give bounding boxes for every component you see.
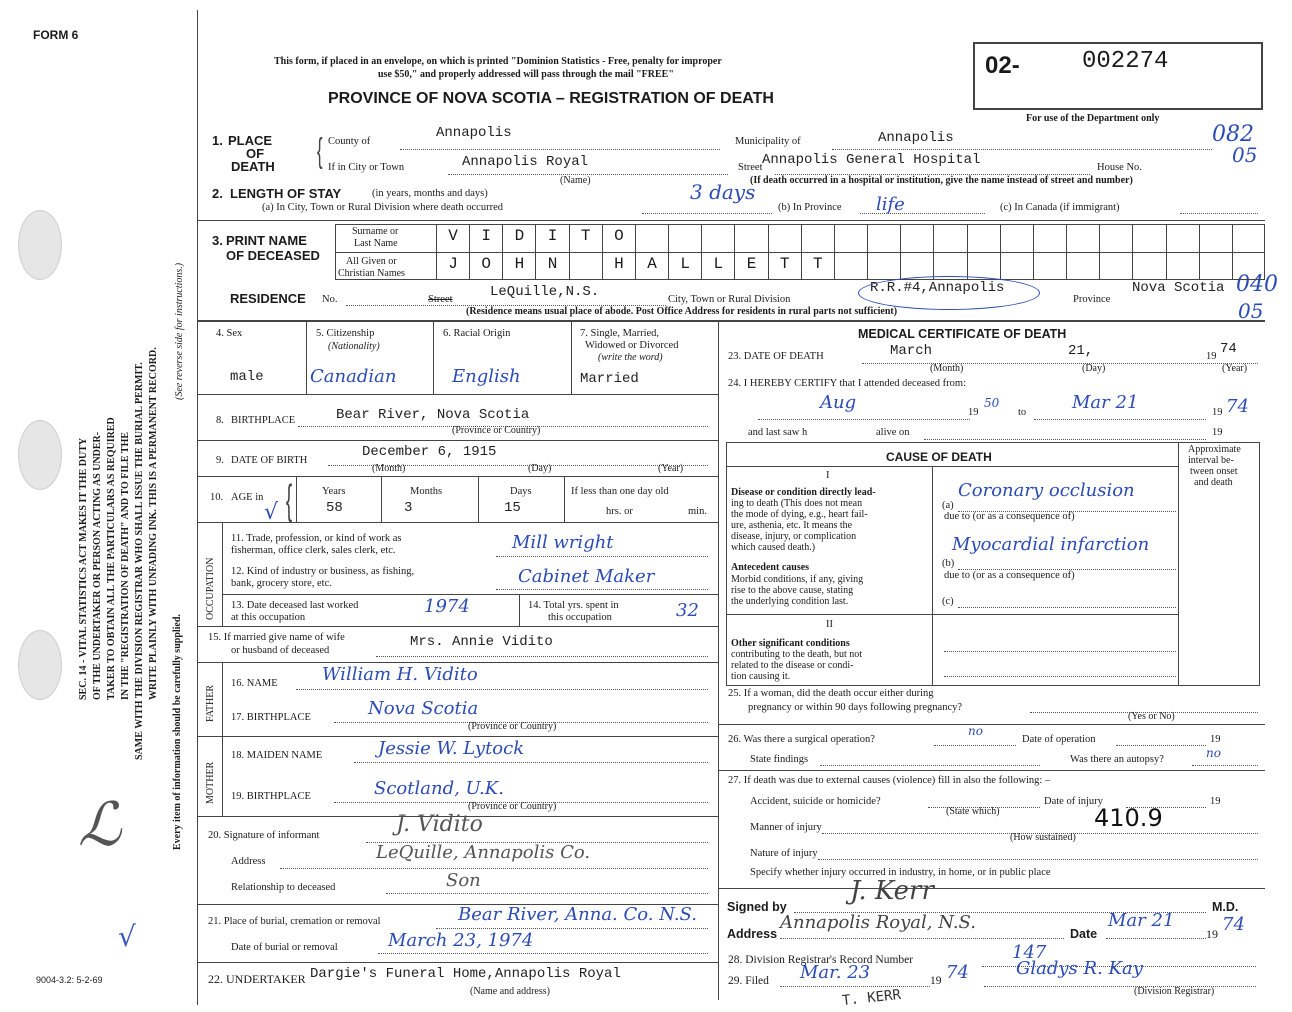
name-letter-cell bbox=[967, 224, 1000, 252]
father-birthplace-value: Nova Scotia bbox=[368, 698, 479, 719]
name-letter-cell bbox=[801, 252, 834, 280]
name-letter: N bbox=[547, 255, 558, 273]
name-letter: D bbox=[514, 227, 525, 245]
racial-origin-value: English bbox=[452, 366, 521, 387]
physician-signature: J. Kerr bbox=[850, 876, 934, 906]
name-letter: I bbox=[547, 227, 558, 245]
dept-code-1: 082 bbox=[1212, 122, 1254, 147]
physician-address: Annapolis Royal, N.S. bbox=[780, 912, 976, 933]
print-name-label: PRINT NAME bbox=[226, 233, 307, 248]
name-letter-cell bbox=[469, 224, 502, 252]
filed-year: 74 bbox=[946, 962, 969, 983]
signature-year: 74 bbox=[1222, 914, 1245, 935]
attended-from-value: Aug bbox=[820, 392, 857, 413]
name-letter-cell bbox=[1000, 224, 1033, 252]
see-reverse-note: (See reverse side for instructions.) bbox=[174, 262, 185, 400]
punch-hole bbox=[18, 210, 62, 280]
name-letter-cell bbox=[1033, 224, 1066, 252]
record-number: 147 bbox=[1012, 942, 1047, 963]
dept-code-4: 05 bbox=[1238, 299, 1264, 323]
residence-label: RESIDENCE bbox=[230, 291, 306, 306]
attended-to-year: 74 bbox=[1226, 396, 1249, 417]
name-letter: T bbox=[580, 227, 591, 245]
stay-city-value: 3 days bbox=[690, 180, 756, 204]
father-side-label: FATHER bbox=[205, 684, 216, 722]
name-letter-cell bbox=[535, 252, 568, 280]
total-years-value: 32 bbox=[676, 600, 699, 621]
autopsy-value: no bbox=[1206, 746, 1221, 760]
name-letter-cell bbox=[867, 252, 900, 280]
city-value: Annapolis Royal bbox=[462, 154, 589, 170]
marital-value: Married bbox=[580, 371, 639, 387]
name-letter: L bbox=[680, 255, 690, 273]
father-name-value: William H. Vidito bbox=[322, 664, 478, 685]
name-letter-cell bbox=[1066, 252, 1099, 280]
sec-text-5: SAME WITH THE DIVISION REGISTRAR WHO SHALL ISSUE THE BURIAL PERMIT. bbox=[134, 362, 145, 760]
citizenship-value: Canadian bbox=[310, 366, 397, 387]
informant-signature: J. Vidito bbox=[396, 812, 483, 837]
dept-code-2: 05 bbox=[1232, 143, 1258, 167]
name-letter: L bbox=[713, 255, 724, 273]
filed-date: Mar. 23 bbox=[800, 962, 871, 983]
name-letter-cell bbox=[436, 252, 469, 280]
sex-value: male bbox=[230, 369, 264, 385]
cause-b-value: Myocardial infarction bbox=[952, 534, 1150, 555]
name-letter-cell bbox=[834, 252, 867, 280]
sec-text-3: TAKER TO OBTAIN ALL THE PARTICULARS AS REQUIRED bbox=[106, 417, 117, 700]
burial-date-value: March 23, 1974 bbox=[388, 930, 534, 951]
name-letter-cell bbox=[569, 252, 602, 280]
mail-notice-1: This form, if placed in an envelope, on which is printed "Dominion Statistics - Free, penalty for improper bbox=[274, 56, 722, 67]
name-letter-cell bbox=[768, 252, 801, 280]
name-letter-cell bbox=[1132, 252, 1165, 280]
county-value: Annapolis bbox=[436, 125, 512, 141]
age-months: 3 bbox=[404, 500, 413, 516]
trade-value: Mill wright bbox=[512, 532, 614, 553]
name-letter-cell bbox=[668, 252, 701, 280]
name-letter: J bbox=[448, 255, 458, 273]
name-letter-cell bbox=[436, 224, 469, 252]
name-letter-cell bbox=[734, 252, 767, 280]
dept-code-3: 040 bbox=[1236, 272, 1278, 297]
name-letter-cell bbox=[502, 224, 535, 252]
burial-place-value: Bear River, Anna. Co. N.S. bbox=[458, 904, 697, 925]
punch-hole bbox=[18, 630, 62, 700]
surname-cells bbox=[436, 224, 1265, 252]
death-month-value: March bbox=[890, 343, 933, 359]
name-letter-cell bbox=[569, 224, 602, 252]
stay-province-value: life bbox=[876, 194, 905, 215]
sec-text-2: OF THE UNDERTAKER OR PERSON ACTING AS UNDER- bbox=[92, 431, 103, 700]
name-letter-cell bbox=[701, 224, 734, 252]
street-value: Annapolis General Hospital bbox=[762, 152, 981, 168]
date-of-birth-value: December 6, 1915 bbox=[362, 444, 497, 460]
reg-prefix: 02- bbox=[985, 52, 1020, 79]
industry-value: Cabinet Maker bbox=[518, 566, 655, 587]
mother-maiden-value: Jessie W. Lytock bbox=[378, 738, 525, 759]
medical-certificate-title: MEDICAL CERTIFICATE OF DEATH bbox=[858, 327, 1067, 341]
name-letter-cell bbox=[801, 224, 834, 252]
name-letter: O bbox=[614, 227, 624, 245]
province-value: Nova Scotia bbox=[1132, 280, 1225, 296]
name-letter-cell bbox=[834, 224, 867, 252]
every-item-note: Every item of information should be carefully supplied. bbox=[172, 614, 183, 850]
residence-value: LeQuille,N.S. bbox=[490, 284, 600, 300]
name-letter: E bbox=[746, 255, 757, 273]
reg-number: 002274 bbox=[1082, 48, 1169, 75]
name-letter: H bbox=[514, 255, 525, 273]
name-letter-cell bbox=[1232, 252, 1265, 280]
name-letter-cell bbox=[502, 252, 535, 280]
name-letter: T bbox=[813, 255, 823, 273]
name-letter: H bbox=[614, 255, 624, 273]
age-days: 15 bbox=[504, 500, 521, 516]
margin-mark: ℒ bbox=[78, 790, 122, 860]
name-letter: O bbox=[481, 255, 492, 273]
name-letter-cell bbox=[1099, 224, 1132, 252]
death-year-value: 74 bbox=[1220, 341, 1237, 357]
name-letter-cell bbox=[1166, 252, 1199, 280]
municipality-value: Annapolis bbox=[878, 130, 954, 146]
occupation-side-label: OCCUPATION bbox=[205, 557, 216, 620]
name-letter-cell bbox=[1000, 252, 1033, 280]
name-letter-cell bbox=[1166, 224, 1199, 252]
mother-birthplace-value: Scotland, U.K. bbox=[374, 778, 504, 799]
name-letter-cell bbox=[1199, 224, 1232, 252]
name-letter-cell bbox=[867, 224, 900, 252]
name-letter: T bbox=[779, 255, 790, 273]
punch-hole bbox=[18, 420, 62, 490]
signature-date: Mar 21 bbox=[1108, 910, 1175, 931]
birthplace-value: Bear River, Nova Scotia bbox=[336, 407, 530, 423]
sec-text-4: IN THE "REGISTRATION OF DEATH" AND TO FILE THE bbox=[120, 431, 131, 700]
print-code: 9004-3.2: 5-2-69 bbox=[36, 975, 103, 985]
name-letter-cell bbox=[1066, 224, 1099, 252]
name-letter-cell bbox=[635, 224, 668, 252]
form-code: FORM 6 bbox=[33, 28, 79, 42]
mother-side-label: MOTHER bbox=[205, 761, 216, 804]
mail-notice-2: use $50," and properly addressed will pass through the mail "FREE" bbox=[378, 69, 674, 80]
name-letter-cell bbox=[1033, 252, 1066, 280]
name-letter-cell bbox=[933, 224, 966, 252]
check-mark: √ bbox=[118, 920, 136, 953]
rural-division-value: R.R.#4,Annapolis bbox=[870, 280, 1005, 296]
name-letter-cell bbox=[602, 252, 635, 280]
surgery-value: no bbox=[968, 724, 983, 738]
undertaker-value: Dargie's Funeral Home,Annapolis Royal bbox=[310, 966, 621, 982]
last-worked-value: 1974 bbox=[424, 596, 470, 617]
name-letter-cell bbox=[1199, 252, 1232, 280]
name-letter-cell bbox=[535, 224, 568, 252]
name-letter-cell bbox=[1132, 224, 1165, 252]
form-title: PROVINCE OF NOVA SCOTIA – REGISTRATION OF DEATH bbox=[328, 90, 774, 107]
name-letter-cell bbox=[900, 224, 933, 252]
sec-text-6: WRITE PLAINLY WITH UNFADING INK. THIS IS A PERMANENT RECORD. bbox=[148, 347, 159, 700]
name-letter-cell bbox=[734, 224, 767, 252]
name-letter-cell bbox=[635, 252, 668, 280]
age-years: 58 bbox=[326, 500, 343, 516]
name-letter: V bbox=[448, 227, 458, 245]
dept-use-label: For use of the Department only bbox=[1026, 113, 1160, 124]
attended-to-value: Mar 21 bbox=[1072, 392, 1139, 413]
cause-title: CAUSE OF DEATH bbox=[886, 450, 992, 464]
printed-physician-name: T. KERR bbox=[841, 986, 902, 1010]
length-of-stay-label: LENGTH OF STAY bbox=[230, 186, 342, 201]
name-letter-cell bbox=[602, 224, 635, 252]
name-letter-cell bbox=[469, 252, 502, 280]
name-letter-cell bbox=[701, 252, 734, 280]
name-letter: I bbox=[481, 227, 492, 245]
informant-relationship: Son bbox=[446, 870, 481, 891]
place-label: PLACE bbox=[228, 133, 273, 148]
icd-code: 410.9 bbox=[1094, 804, 1163, 832]
attended-from-year: 50 bbox=[984, 396, 1000, 410]
given-cells bbox=[436, 252, 1265, 280]
name-letter-cell bbox=[1232, 224, 1265, 252]
name-letter-cell bbox=[668, 224, 701, 252]
cause-a-value: Coronary occlusion bbox=[958, 480, 1135, 501]
name-letter-cell bbox=[768, 224, 801, 252]
name-letter: A bbox=[647, 255, 657, 273]
name-letter-cell bbox=[1099, 252, 1132, 280]
death-day-value: 21, bbox=[1068, 343, 1094, 359]
informant-address: LeQuille, Annapolis Co. bbox=[376, 842, 591, 863]
spouse-value: Mrs. Annie Vidito bbox=[410, 634, 553, 650]
registrar-signature: Gladys R. Kay bbox=[1016, 958, 1143, 979]
sec-text-1: SEC. 14 - VITAL STATISTICS ACT MAKES IT THE DUTY bbox=[78, 437, 89, 700]
